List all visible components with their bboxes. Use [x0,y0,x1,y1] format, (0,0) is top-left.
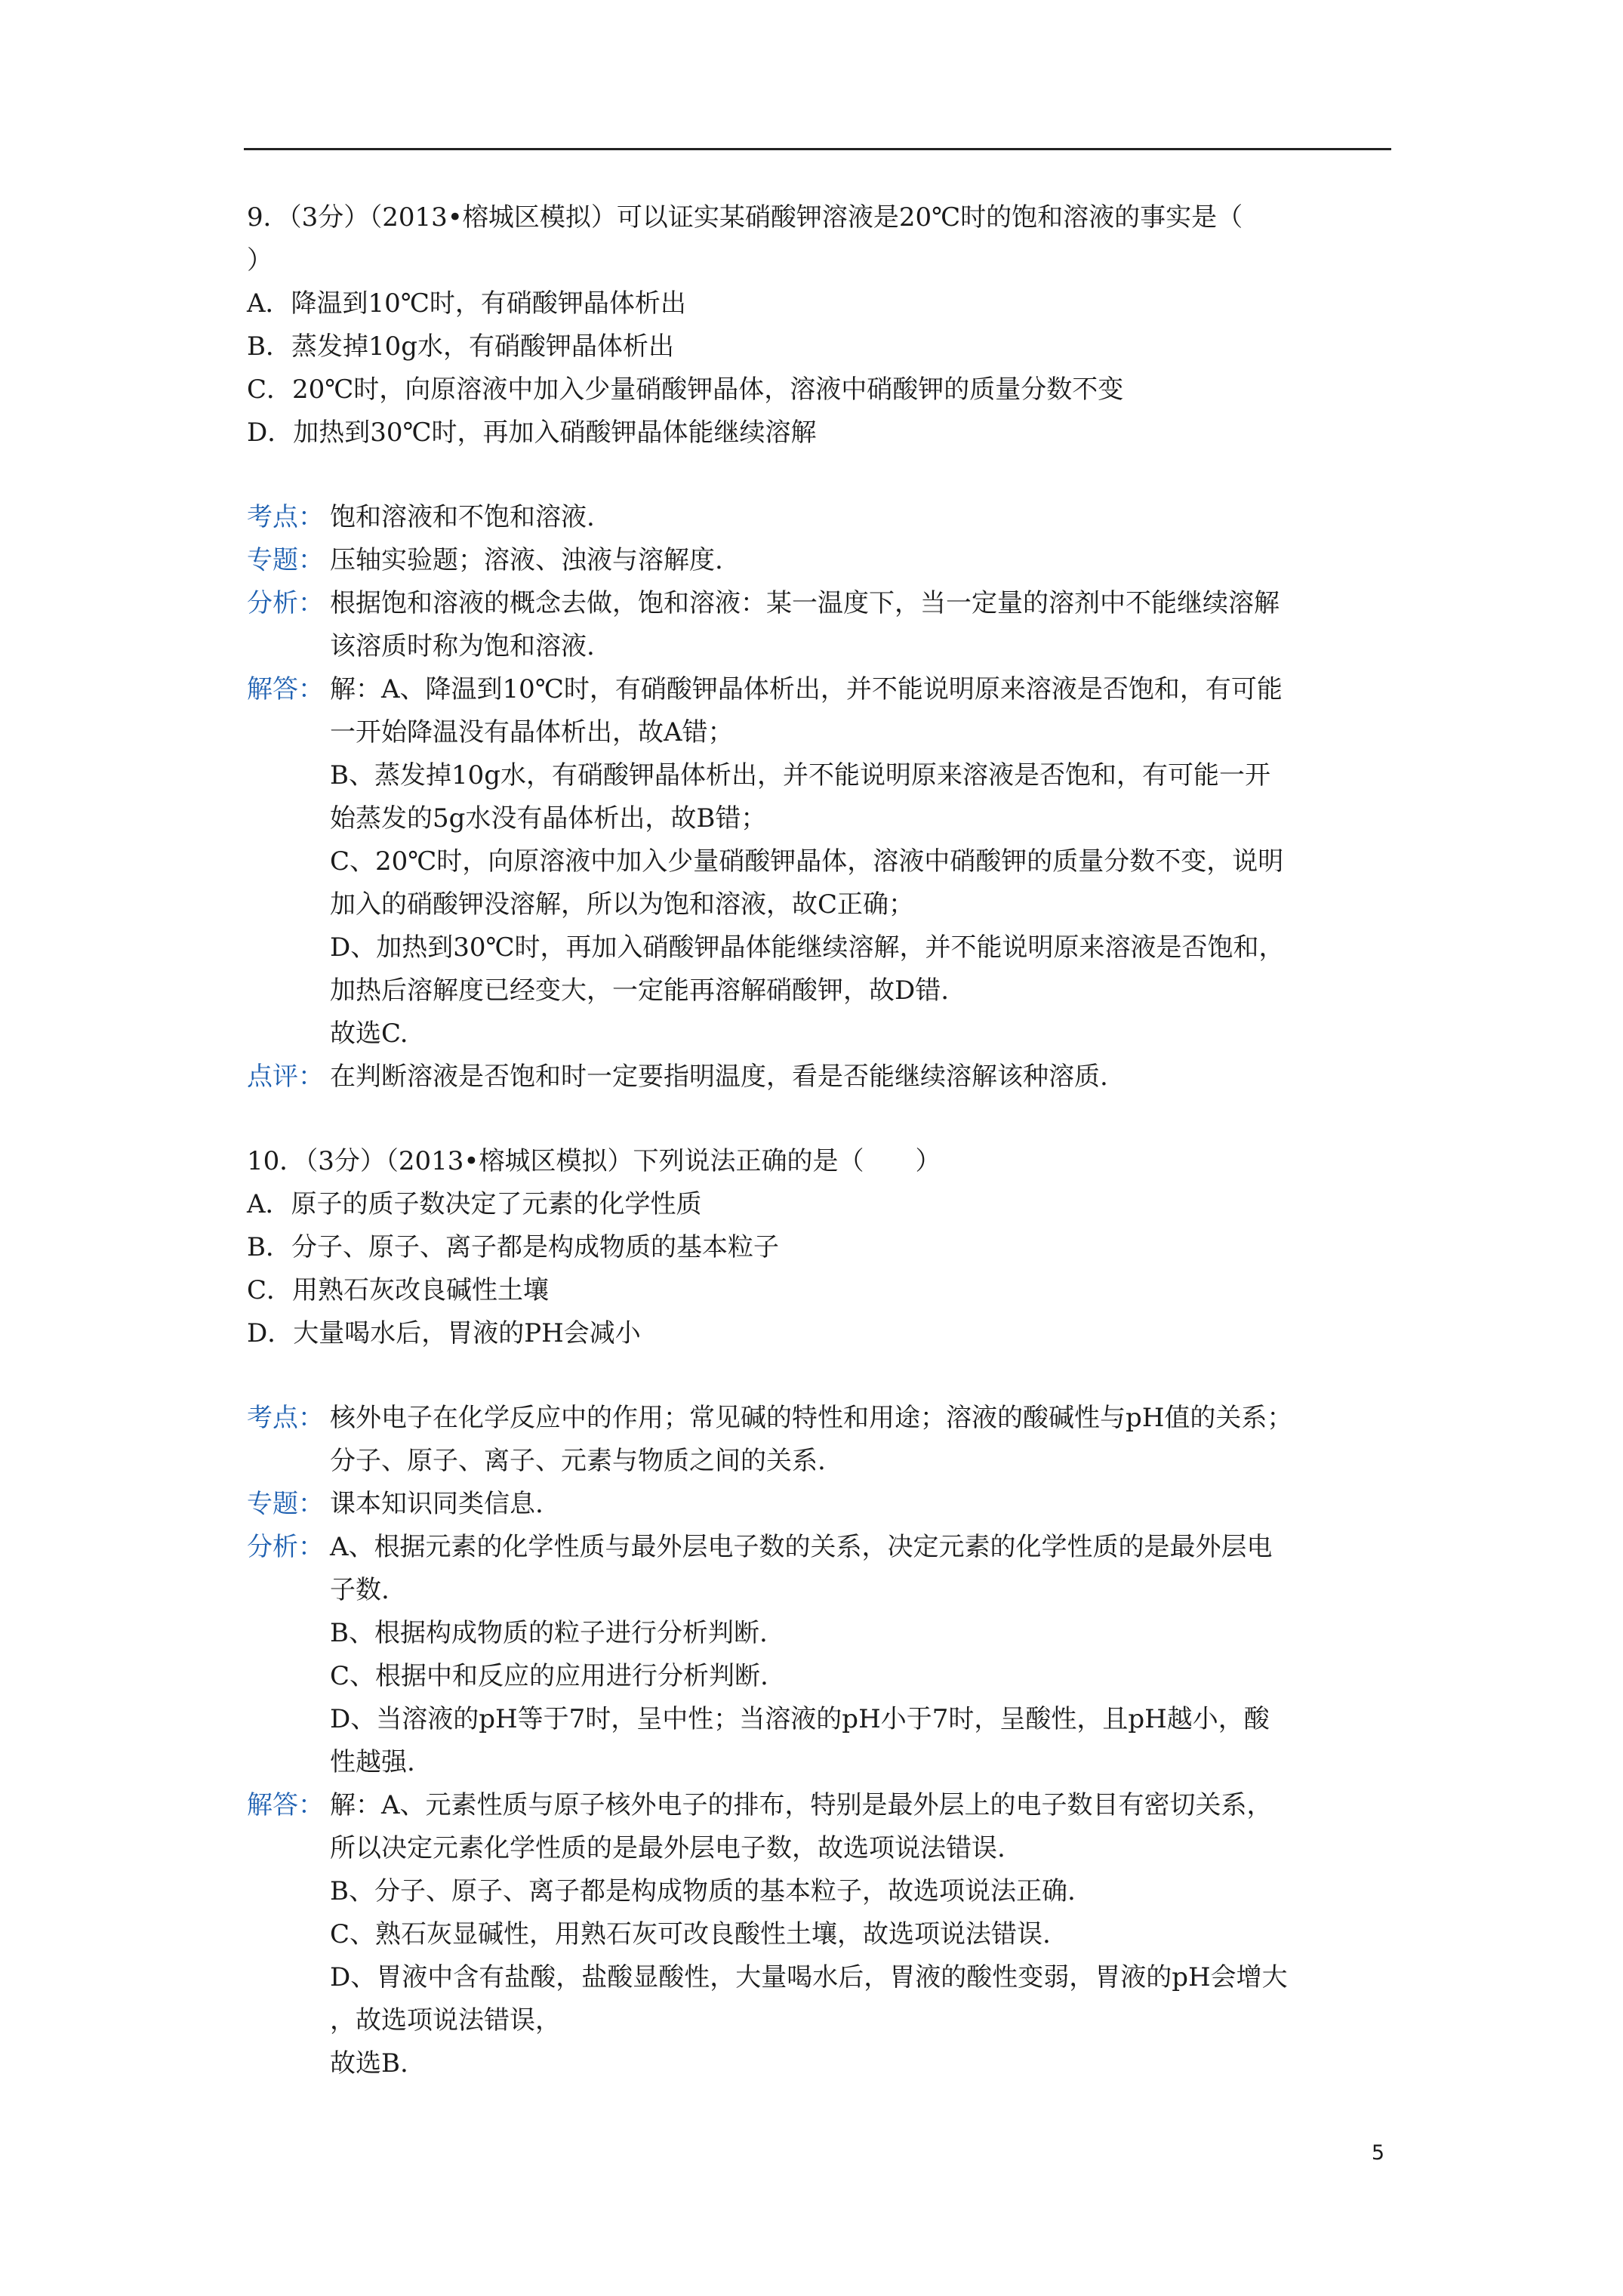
kaodian-section [247,1397,1397,1483]
jieda-line: 解：A、降温到10℃时，有硝酸钾晶体析出，并不能说明原来溶液是否饱和，有可能 [330,674,1283,704]
fenxi-line: B、根据构成物质的粒子进行分析判断. [330,1618,768,1648]
question-10 [247,1140,1397,2085]
dianping-label: 点评： [247,1062,324,1092]
option-b: B．分子、原子、离子都是构成物质的基本粒子 [247,1232,779,1262]
option-c: C．20℃时，向原溶液中加入少量硝酸钾晶体，溶液中硝酸钾的质量分数不变 [247,374,1124,405]
question-stem: 10．（3分）（2013•榕城区模拟）下列说法正确的是（ ） [247,1146,941,1176]
option-d: D．大量喝水后，胃液的PH会减小 [247,1318,641,1348]
dianping-line: 在判断溶液是否饱和时一定要指明温度，看是否能继续溶解该种溶质. [330,1062,1108,1092]
kaodian-label: 考点： [247,502,324,532]
fenxi-line: 性越强. [330,1747,415,1777]
fenxi-section [247,1526,1397,1784]
fenxi-label: 分析： [247,588,324,618]
jieda-section [247,1784,1397,2085]
zhuanti-section [247,539,1397,582]
dianping-section [247,1056,1397,1099]
jieda-section [247,668,1397,1056]
jieda-line: ，故选项说法错误， [330,2005,561,2036]
fenxi-line: 子数. [330,1575,390,1605]
jieda-label: 解答： [247,674,324,704]
fenxi-label: 分析： [247,1532,324,1562]
jieda-line: 始蒸发的5g水没有晶体析出，故B错； [330,803,767,834]
jieda-label: 解答： [247,1790,324,1820]
kaodian-line: 核外电子在化学反应中的作用；常见碱的特性和用途；溶液的酸碱性与pH值的关系； [330,1403,1293,1433]
kaodian-section [247,496,1397,539]
zhuanti-line: 压轴实验题；溶液、浊液与溶解度. [330,545,723,575]
jieda-line: D、胃液中含有盐酸，盐酸显酸性，大量喝水后，胃液的酸性变弱，胃液的pH会增大 [330,1962,1288,1992]
option-a: A．原子的质子数决定了元素的化学性质 [247,1189,702,1219]
question-stem: 9．（3分）（2013•榕城区模拟）可以证实某硝酸钾溶液是20℃时的饱和溶液的事实是（ [247,202,1243,233]
page-number: 5 [1371,2141,1384,2165]
jieda-line: C、20℃时，向原溶液中加入少量硝酸钾晶体，溶液中硝酸钾的质量分数不变，说明 [330,846,1284,877]
jieda-line: B、蒸发掉10g水，有硝酸钾晶体析出，并不能说明原来溶液是否饱和，有可能一开 [330,760,1271,791]
question-stem-cont: ） [247,245,273,276]
fenxi-line: 该溶质时称为饱和溶液. [330,631,595,661]
jieda-line: 加热后溶解度已经变大，一定能再溶解硝酸钾，故D错. [330,975,950,1006]
option-b: B．蒸发掉10g水，有硝酸钾晶体析出 [247,331,675,362]
jieda-line: D、加热到30℃时，再加入硝酸钾晶体能继续溶解，并不能说明原来溶液是否饱和， [330,932,1285,963]
jieda-line: 一开始降温没有晶体析出，故A错； [330,717,734,747]
option-a: A．降温到10℃时，有硝酸钾晶体析出 [247,288,686,319]
jieda-line: 解：A、元素性质与原子核外电子的排布，特别是最外层上的电子数目有密切关系， [330,1790,1273,1820]
option-d: D．加热到30℃时，再加入硝酸钾晶体能继续溶解 [247,418,817,448]
jieda-line: 故选C. [330,1019,408,1049]
jieda-line: 所以决定元素化学性质的是最外层电子数，故选项说法错误. [330,1833,1006,1863]
fenxi-line: D、当溶液的pH等于7时，呈中性；当溶液的pH小于7时，呈酸性，且pH越小，酸 [330,1704,1270,1734]
kaodian-line: 饱和溶液和不饱和溶液. [330,502,595,532]
kaodian-label: 考点： [247,1403,324,1433]
zhuanti-label: 专题： [247,545,324,575]
jieda-line: B、分子、原子、离子都是构成物质的基本粒子，故选项说法正确. [330,1876,1076,1906]
kaodian-line: 分子、原子、离子、元素与物质之间的关系. [330,1446,826,1476]
jieda-line: 加入的硝酸钾没溶解，所以为饱和溶液，故C正确； [330,889,915,920]
jieda-line: 故选B. [330,2048,408,2079]
fenxi-line: A、根据元素的化学性质与最外层电子数的关系，决定元素的化学性质的是最外层电 [330,1532,1273,1562]
fenxi-line: 根据饱和溶液的概念去做，饱和溶液：某一温度下，当一定量的溶剂中不能继续溶解 [330,588,1280,618]
zhuanti-line: 课本知识同类信息. [330,1489,544,1519]
fenxi-line: C、根据中和反应的应用进行分析判断. [330,1661,768,1691]
question-9 [247,196,1397,1099]
zhuanti-label: 专题： [247,1489,324,1519]
header-rule [244,148,1391,150]
option-c: C．用熟石灰改良碱性土壤 [247,1275,550,1305]
zhuanti-section [247,1483,1397,1526]
fenxi-section [247,582,1397,668]
jieda-line: C、熟石灰显碱性，用熟石灰可改良酸性土壤，故选项说法错误. [330,1919,1051,1949]
